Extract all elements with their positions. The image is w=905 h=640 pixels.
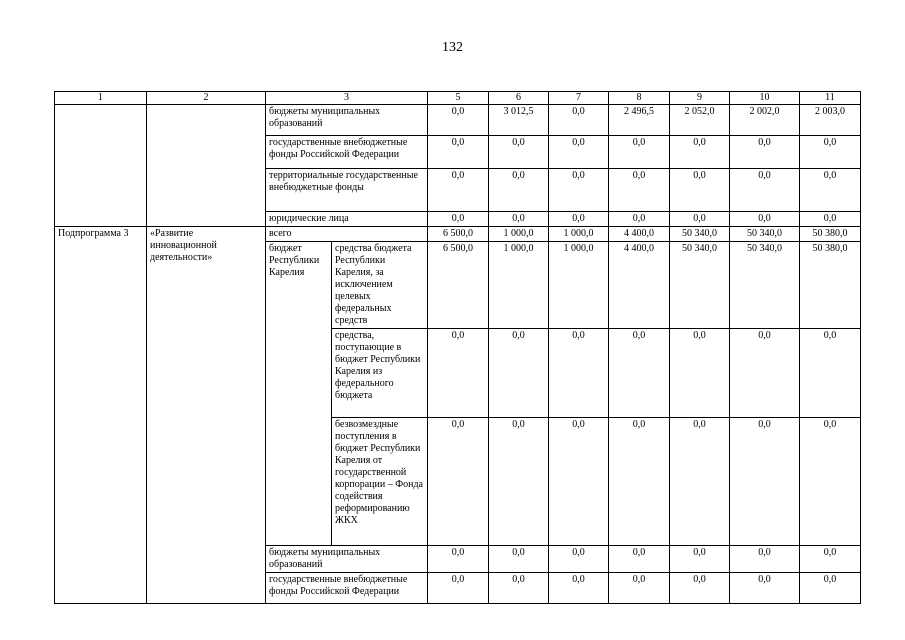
table-row	[55, 227, 861, 242]
value-cell: 0,0	[670, 169, 730, 212]
value-cell: 0,0	[489, 136, 549, 169]
value-cell: 0,0	[609, 546, 670, 573]
col-header-11: 11	[800, 92, 861, 105]
col-header-1: 1	[55, 92, 147, 105]
subprogram-code: Подпрограмма 3	[55, 227, 147, 604]
value-cell: 0,0	[730, 329, 800, 418]
value-cell: 0,0	[549, 169, 609, 212]
value-cell: 50 340,0	[730, 242, 800, 329]
value-cell: 0,0	[489, 546, 549, 573]
value-cell: 0,0	[428, 136, 489, 169]
value-cell: 0,0	[730, 169, 800, 212]
value-cell: 0,0	[428, 573, 489, 604]
value-cell: 0,0	[428, 105, 489, 136]
source-label: бюджеты муниципальных образований	[266, 105, 428, 136]
empty-cell	[147, 105, 266, 227]
value-cell: 0,0	[549, 546, 609, 573]
value-cell: 0,0	[609, 169, 670, 212]
value-cell: 0,0	[730, 418, 800, 546]
value-cell: 0,0	[609, 136, 670, 169]
value-cell: 0,0	[489, 418, 549, 546]
source-label: средства бюджета Республики Карелия, за исключением целевых федеральных средств	[332, 242, 428, 329]
value-cell: 0,0	[800, 573, 861, 604]
value-cell: 6 500,0	[428, 242, 489, 329]
value-cell: 2 003,0	[800, 105, 861, 136]
source-label: безвозмездные поступления в бюджет Республики Карелия от государственной корпорации – Фонда содействия реформированию ЖКХ	[332, 418, 428, 546]
value-cell: 0,0	[670, 136, 730, 169]
value-cell: 0,0	[549, 105, 609, 136]
source-label: юридические лица	[266, 212, 428, 227]
value-cell: 50 380,0	[800, 227, 861, 242]
subprogram-name: «Развитие инновационной деятельности»	[147, 227, 266, 604]
table-row	[55, 105, 861, 136]
table-header-row	[55, 92, 861, 105]
value-cell: 0,0	[730, 573, 800, 604]
value-cell: 0,0	[428, 418, 489, 546]
value-cell: 0,0	[428, 212, 489, 227]
source-label: государственные внебюджетные фонды Российской Федерации	[266, 573, 428, 604]
value-cell: 0,0	[549, 329, 609, 418]
value-cell: 0,0	[609, 329, 670, 418]
value-cell: 0,0	[489, 573, 549, 604]
value-cell: 0,0	[730, 136, 800, 169]
value-cell: 50 340,0	[730, 227, 800, 242]
value-cell: 4 400,0	[609, 227, 670, 242]
col-header-10: 10	[730, 92, 800, 105]
value-cell: 0,0	[670, 546, 730, 573]
col-header-7: 7	[549, 92, 609, 105]
value-cell: 0,0	[800, 136, 861, 169]
value-cell: 0,0	[670, 418, 730, 546]
value-cell: 4 400,0	[609, 242, 670, 329]
value-cell: 0,0	[800, 418, 861, 546]
value-cell: 50 340,0	[670, 242, 730, 329]
budget-table	[54, 91, 861, 604]
value-cell: 3 012,5	[489, 105, 549, 136]
budget-group-label: бюджет Республики Карелия	[266, 242, 332, 546]
col-header-9: 9	[670, 92, 730, 105]
value-cell: 0,0	[428, 546, 489, 573]
value-cell: 0,0	[428, 169, 489, 212]
total-label: всего	[266, 227, 428, 242]
page-number: 132	[442, 40, 463, 55]
value-cell: 2 052,0	[670, 105, 730, 136]
value-cell: 0,0	[549, 418, 609, 546]
value-cell: 0,0	[549, 136, 609, 169]
value-cell: 0,0	[800, 169, 861, 212]
value-cell: 0,0	[489, 329, 549, 418]
col-header-2: 2	[147, 92, 266, 105]
value-cell: 0,0	[800, 546, 861, 573]
col-header-3: 3	[266, 92, 428, 105]
empty-cell	[55, 105, 147, 227]
value-cell: 0,0	[670, 573, 730, 604]
source-label: территориальные государственные внебюджетные фонды	[266, 169, 428, 212]
value-cell: 1 000,0	[489, 227, 549, 242]
value-cell: 1 000,0	[489, 242, 549, 329]
source-label: бюджеты муниципальных образований	[266, 546, 428, 573]
value-cell: 1 000,0	[549, 227, 609, 242]
value-cell: 0,0	[609, 212, 670, 227]
value-cell: 2 496,5	[609, 105, 670, 136]
value-cell: 1 000,0	[549, 242, 609, 329]
col-header-6: 6	[489, 92, 549, 105]
value-cell: 50 380,0	[800, 242, 861, 329]
value-cell: 6 500,0	[428, 227, 489, 242]
source-label: государственные внебюджетные фонды Российской Федерации	[266, 136, 428, 169]
value-cell: 0,0	[428, 329, 489, 418]
value-cell: 0,0	[670, 329, 730, 418]
value-cell: 0,0	[609, 573, 670, 604]
value-cell: 0,0	[549, 212, 609, 227]
value-cell: 0,0	[800, 329, 861, 418]
value-cell: 0,0	[800, 212, 861, 227]
value-cell: 0,0	[670, 212, 730, 227]
col-header-5: 5	[428, 92, 489, 105]
value-cell: 0,0	[609, 418, 670, 546]
value-cell: 2 002,0	[730, 105, 800, 136]
value-cell: 0,0	[730, 546, 800, 573]
value-cell: 0,0	[489, 169, 549, 212]
col-header-8: 8	[609, 92, 670, 105]
value-cell: 0,0	[489, 212, 549, 227]
source-label: средства, поступающие в бюджет Республики Карелия из федерального бюджета	[332, 329, 428, 418]
value-cell: 0,0	[549, 573, 609, 604]
value-cell: 50 340,0	[670, 227, 730, 242]
value-cell: 0,0	[730, 212, 800, 227]
